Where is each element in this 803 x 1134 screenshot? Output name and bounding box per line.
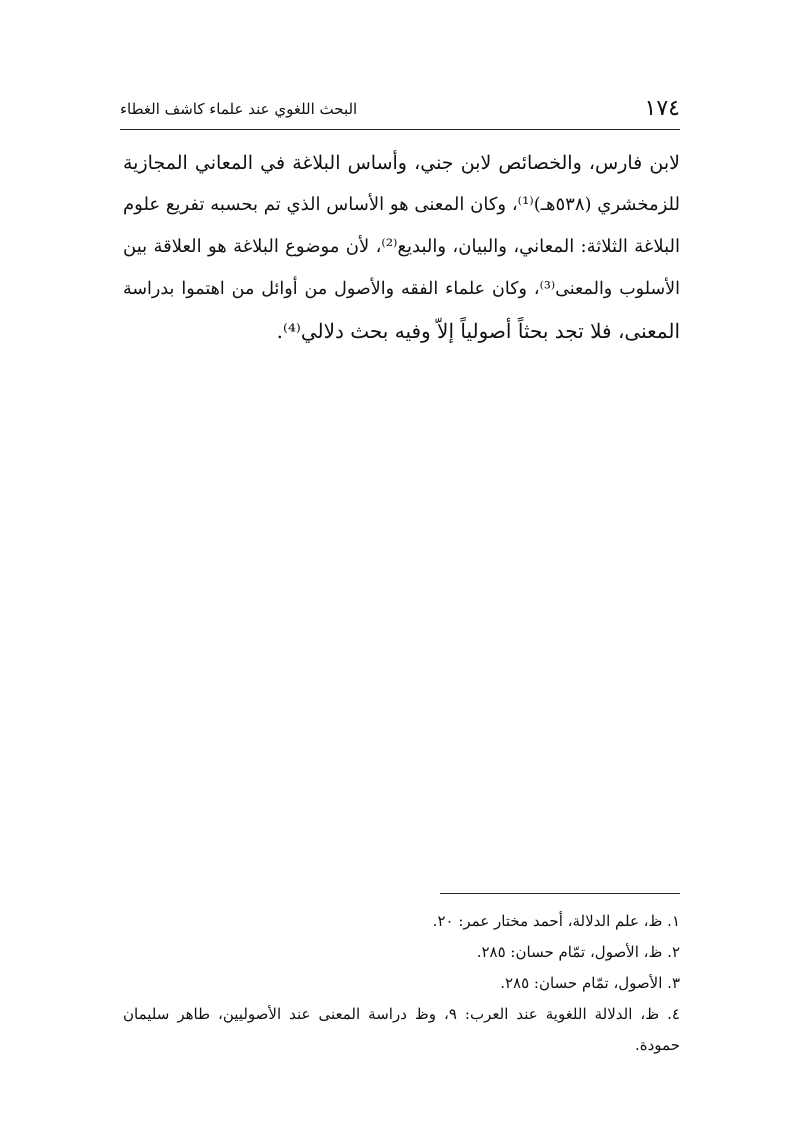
page-number: ١٧٤ [644, 96, 680, 121]
footnote-separator [440, 893, 680, 894]
body-line: للزمخشري (٥٣٨هـ)⁽¹⁾، وكان المعنى هو الأساس الذي تم بحسبه تفريع علوم [123, 194, 680, 215]
footnotes [123, 906, 680, 1061]
header-rule [120, 129, 680, 130]
footnote-1: ١. ظ، علم الدلالة، أحمد مختار عمر: ٢٠. [432, 912, 680, 930]
footnote-3: ٣. الأصول، تمّام حسان: ٢٨٥. [500, 974, 680, 992]
footnote-4-continuation: حمودة. [635, 1036, 680, 1054]
page-header [120, 94, 680, 124]
footnote-4: ٤. ظ، الدلالة اللغوية عند العرب: ٩، وظ دراسة المعنى عند الأصوليين، طاهر سليمان [123, 1005, 680, 1023]
body-line: المعنى، فلا تجد بحثاً أصولياً إلاّ وفيه بحث دلالي⁽⁴⁾. [276, 319, 680, 343]
body-line: البلاغة الثلاثة: المعاني، والبيان، والبديع⁽²⁾، لأن موضوع البلاغة هو العلاقة بين [123, 236, 680, 257]
body-line: الأسلوب والمعنى⁽³⁾، وكان علماء الفقه والأصول من أوائل من اهتموا بدراسة [123, 279, 681, 299]
footnote-2: ٢. ظ، الأصول، تمّام حسان: ٢٨٥. [476, 943, 680, 961]
body-line: لابن فارس، والخصائص لابن جني، وأساس البلاغة في المعاني المجازية [123, 152, 680, 174]
running-title: البحث اللغوي عند علماء كاشف الغطاء [120, 100, 358, 118]
body-paragraph [123, 142, 680, 352]
